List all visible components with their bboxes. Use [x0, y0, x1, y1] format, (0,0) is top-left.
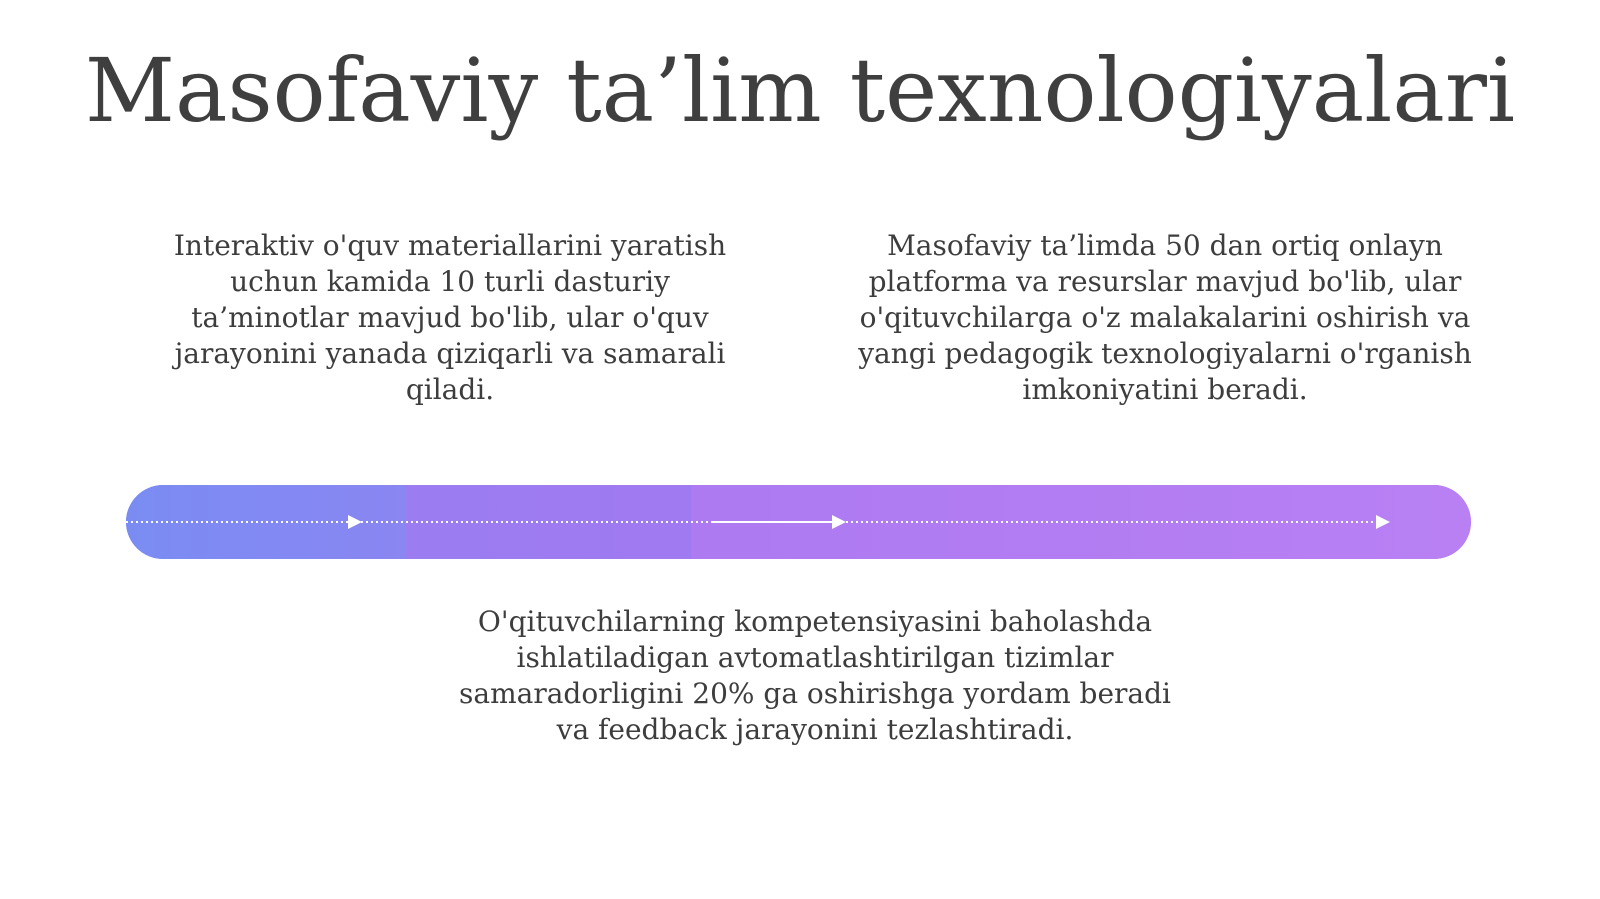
text-line: platforma va resurslar mavjud bo'lib, ular: [868, 265, 1462, 298]
arrow-right-icon: [832, 515, 846, 529]
slide-title: Masofaviy ta’lim texnologiyalari: [84, 39, 1516, 142]
text-block-left: [160, 228, 740, 408]
text-line: O'qituvchilarning kompetensiyasini baholashda: [477, 605, 1153, 638]
arrow-right-icon: [348, 515, 362, 529]
timeline-bar: [126, 485, 1471, 559]
text-line: uchun kamida 10 turli dasturiy: [230, 265, 670, 298]
text-line: ishlatiladigan avtomatlashtirilgan tizimlar: [516, 641, 1114, 674]
text-line: va feedback jarayonini tezlashtiradi.: [556, 713, 1074, 746]
text-line: imkoniyatini beradi.: [1022, 373, 1308, 406]
text-block-right: [840, 228, 1490, 408]
text-line: qiladi.: [405, 373, 495, 406]
text-line: Interaktiv o'quv materiallarini yaratish: [173, 229, 727, 262]
text-line: jarayonini yanada qiziqarli va samarali: [174, 337, 726, 370]
text-line: o'qituvchilarga o'z malakalarini oshirish va: [859, 301, 1471, 334]
text-line: Masofaviy ta’limda 50 dan ortiq onlayn: [887, 229, 1443, 262]
text-block-bottom: [450, 604, 1180, 748]
timeline-arrows: [126, 485, 1471, 559]
text-line: ta’minotlar mavjud bo'lib, ular o'quv: [191, 301, 709, 334]
arrow-right-icon: [1376, 515, 1390, 529]
text-line: samaradorligini 20% ga oshirishga yordam beradi: [459, 677, 1171, 710]
text-line: yangi pedagogik texnologiyalarni o'rganish: [858, 337, 1472, 370]
